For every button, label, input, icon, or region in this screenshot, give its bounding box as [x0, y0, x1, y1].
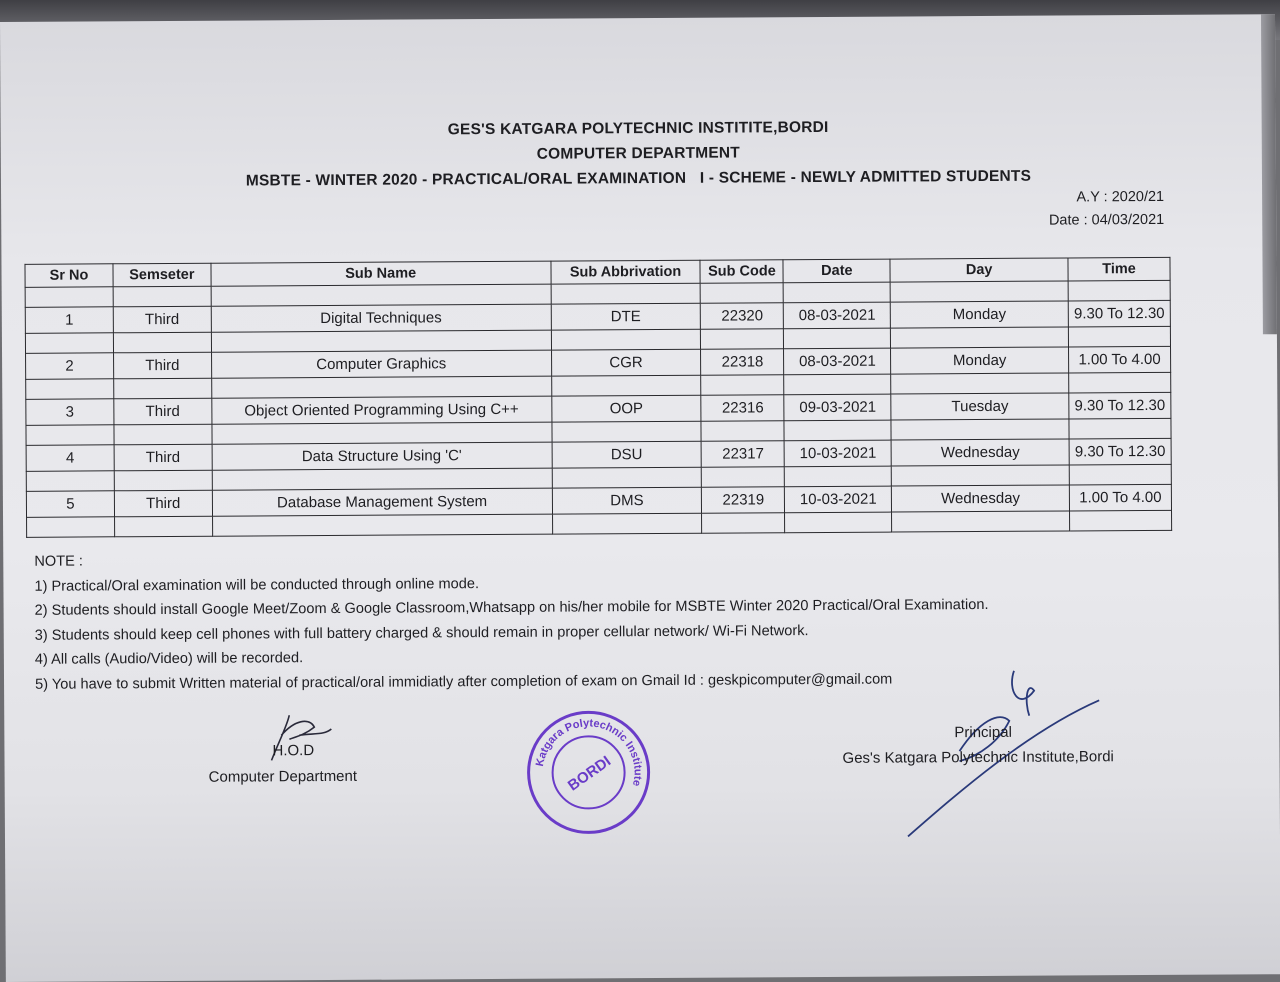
subject-abbr-cell: OOP [551, 395, 701, 422]
exam-day-cell: Wednesday [891, 439, 1069, 466]
note-item: 1) Practical/Oral examination will be conducted through online mode. [34, 575, 480, 595]
exam-date-cell: 08-03-2021 [784, 348, 891, 375]
subject-name-cell: Computer Graphics [211, 350, 551, 378]
exam-day-cell: Wednesday [892, 485, 1070, 512]
document-page [0, 14, 1280, 982]
subject-abbr-cell: CGR [551, 349, 701, 376]
column-header: Day [890, 258, 1068, 282]
exam-day-cell: Tuesday [891, 393, 1069, 420]
institute-name: GES'S KATGARA POLYTECHNIC INSTITITE,BORDI [447, 118, 829, 139]
sr-no-cell: 5 [26, 491, 114, 518]
subject-code-cell: 22318 [701, 349, 784, 376]
exam-timetable [24, 257, 1172, 538]
semester-cell: Third [113, 306, 211, 333]
column-header: Time [1068, 257, 1170, 281]
note-item: 3) Students should keep cell phones with full battery charged & should remain in proper cellular network/ Wi-Fi Network. [34, 622, 809, 644]
hod-title: H.O.D [272, 742, 315, 760]
subject-name-cell: Data Structure Using 'C' [212, 442, 552, 470]
stamp-outer-text: Katgara Polytechnic Institute [533, 717, 644, 788]
subject-code-cell: 22319 [702, 487, 785, 514]
sr-no-cell: 1 [25, 307, 113, 334]
institute-stamp [524, 708, 653, 837]
subject-abbr-cell: DMS [552, 487, 702, 514]
subject-code-cell: 22316 [701, 395, 784, 422]
exam-day-cell: Monday [891, 347, 1069, 374]
sr-no-cell: 2 [26, 353, 114, 380]
principal-institute: Ges's Katgara Polytechnic Institute,Bordi [842, 748, 1114, 767]
semester-cell: Third [114, 398, 212, 425]
subject-abbr-cell: DSU [552, 441, 702, 468]
notes-title: NOTE : [34, 553, 84, 570]
semester-cell: Third [114, 490, 212, 517]
exam-day-cell: Monday [891, 301, 1069, 328]
academic-year: A.Y : 2020/21 [1076, 188, 1165, 206]
sr-no-cell: 3 [26, 399, 114, 426]
semester-cell: Third [113, 352, 211, 379]
notes-section [34, 544, 989, 697]
subject-code-cell: 22317 [701, 441, 784, 468]
note-item: 5) You have to submit Written material of practical/oral immidiatly after completion of exam on Gmail Id : geskpicomputer@gmail.com [34, 671, 893, 693]
exam-time-cell: 1.00 To 4.00 [1069, 484, 1171, 511]
subject-name-cell: Digital Techniques [211, 304, 551, 332]
stamp-center-text: BORDI [564, 752, 615, 795]
note-item: 4) All calls (Audio/Video) will be recorded. [34, 650, 304, 668]
document-date: Date : 04/03/2021 [1048, 211, 1165, 229]
exam-date-cell: 09-03-2021 [784, 394, 891, 421]
exam-time-cell: 9.30 To 12.30 [1069, 438, 1171, 465]
column-header: Sub Abbrivation [551, 260, 701, 284]
exam-date-cell: 08-03-2021 [784, 302, 891, 329]
exam-date-cell: 10-03-2021 [785, 486, 892, 513]
semester-cell: Third [114, 444, 212, 471]
column-header: Sub Code [700, 260, 783, 284]
subject-abbr-cell: DTE [551, 303, 701, 330]
column-header: Sr No [25, 264, 113, 288]
department-name: COMPUTER DEPARTMENT [536, 144, 741, 163]
exam-date-cell: 10-03-2021 [784, 440, 891, 467]
subject-code-cell: 22320 [701, 303, 784, 330]
note-item: 2) Students should install Google Meet/Zoom & Google Classroom,Whatsapp on his/her mobile for MSBTE Winter 2020 Practical/Oral Examination. [34, 596, 989, 619]
principal-title: Principal [954, 723, 1012, 742]
sr-no-cell: 4 [26, 445, 114, 472]
subject-name-cell: Object Oriented Programming Using C++ [212, 396, 552, 424]
exam-time-cell: 9.30 To 12.30 [1068, 300, 1170, 327]
exam-time-cell: 9.30 To 12.30 [1069, 392, 1171, 419]
exam-title: MSBTE - WINTER 2020 - PRACTICAL/ORAL EXAMINATION I - SCHEME - NEWLY ADMITTED STUDENTS [245, 167, 1032, 190]
exam-time-cell: 1.00 To 4.00 [1068, 346, 1170, 373]
column-header: Sub Name [211, 261, 551, 286]
column-header: Semseter [113, 263, 211, 287]
subject-name-cell: Database Management System [212, 488, 552, 516]
hod-department: Computer Department [208, 767, 358, 786]
column-header: Date [783, 259, 890, 283]
